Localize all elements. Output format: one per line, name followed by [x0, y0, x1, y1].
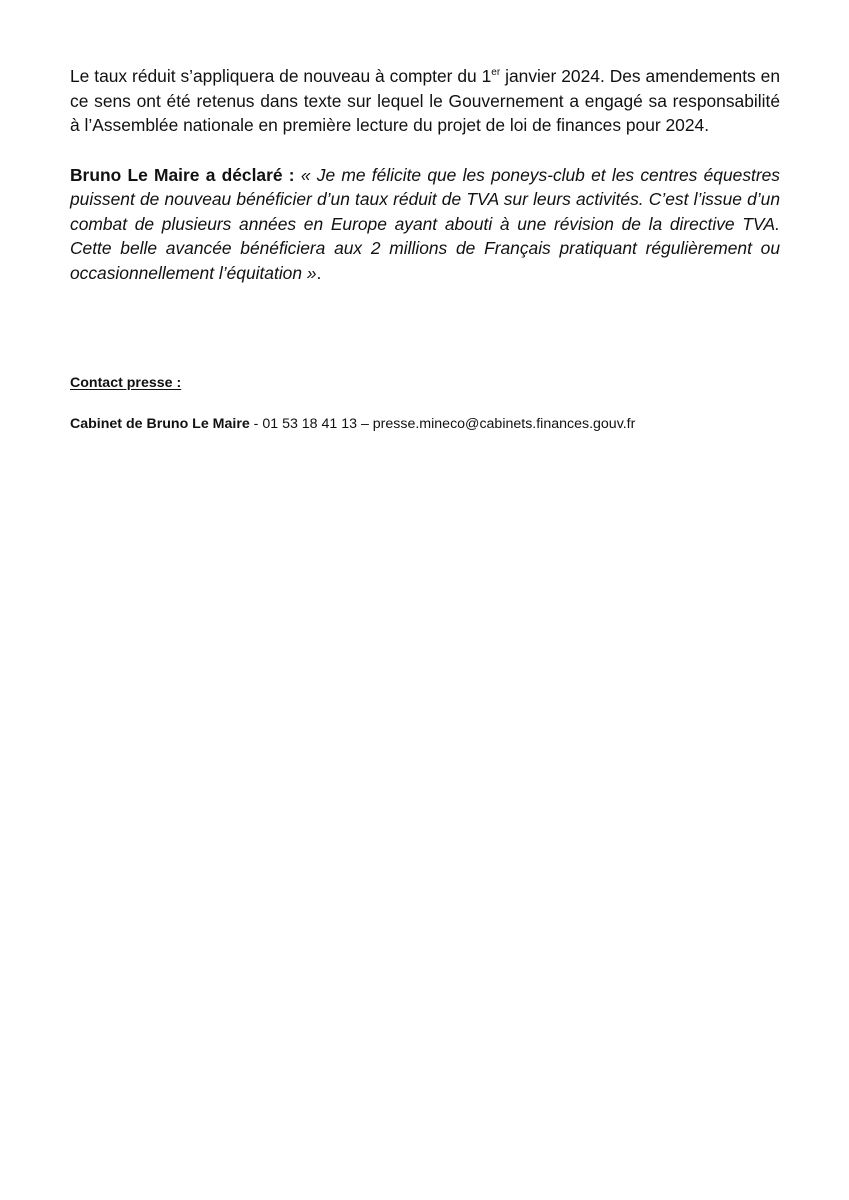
- speaker-name: Bruno Le Maire: [70, 164, 200, 185]
- speaker-verb: a déclaré :: [199, 164, 301, 185]
- contact-details: - 01 53 18 41 13 – presse.mineco@cabinets.finances.gouv.fr: [249, 416, 636, 432]
- contact-cabinet: Cabinet de Bruno Le Maire: [70, 416, 250, 432]
- declaration-paragraph: [70, 163, 780, 286]
- intro-text-start: Le taux réduit s’appliquera de nouveau à compter du 1: [70, 66, 492, 86]
- contact-heading: Contact presse :: [70, 375, 182, 391]
- press-release-page: [70, 64, 780, 434]
- intro-text-end: janvier 2024. Des amendements en ce sens ont été retenus dans texte sur lequel le Gouvernement a engagé sa responsabilité à l’Assemblée nationale en première lecture du projet de loi de finances pour 2024.: [70, 66, 780, 135]
- quote-closing: .: [316, 262, 322, 283]
- press-contact-section: [70, 373, 780, 434]
- contact-line: [70, 414, 780, 434]
- quote-text: « Je me félicite que les poneys-club et les centres équestres puissent de nouveau bénéficier d’un taux réduit de TVA sur leurs activités. C’est l’issue d’un combat de plusieurs années en Europe ayant abouti à une révision de la directive TVA. Cette belle avancée bénéficiera aux 2 millions de Français pratiquant régulièrement ou occasionnellement l’équitation »: [70, 164, 780, 283]
- intro-superscript: er: [491, 67, 501, 78]
- intro-paragraph: [70, 64, 780, 138]
